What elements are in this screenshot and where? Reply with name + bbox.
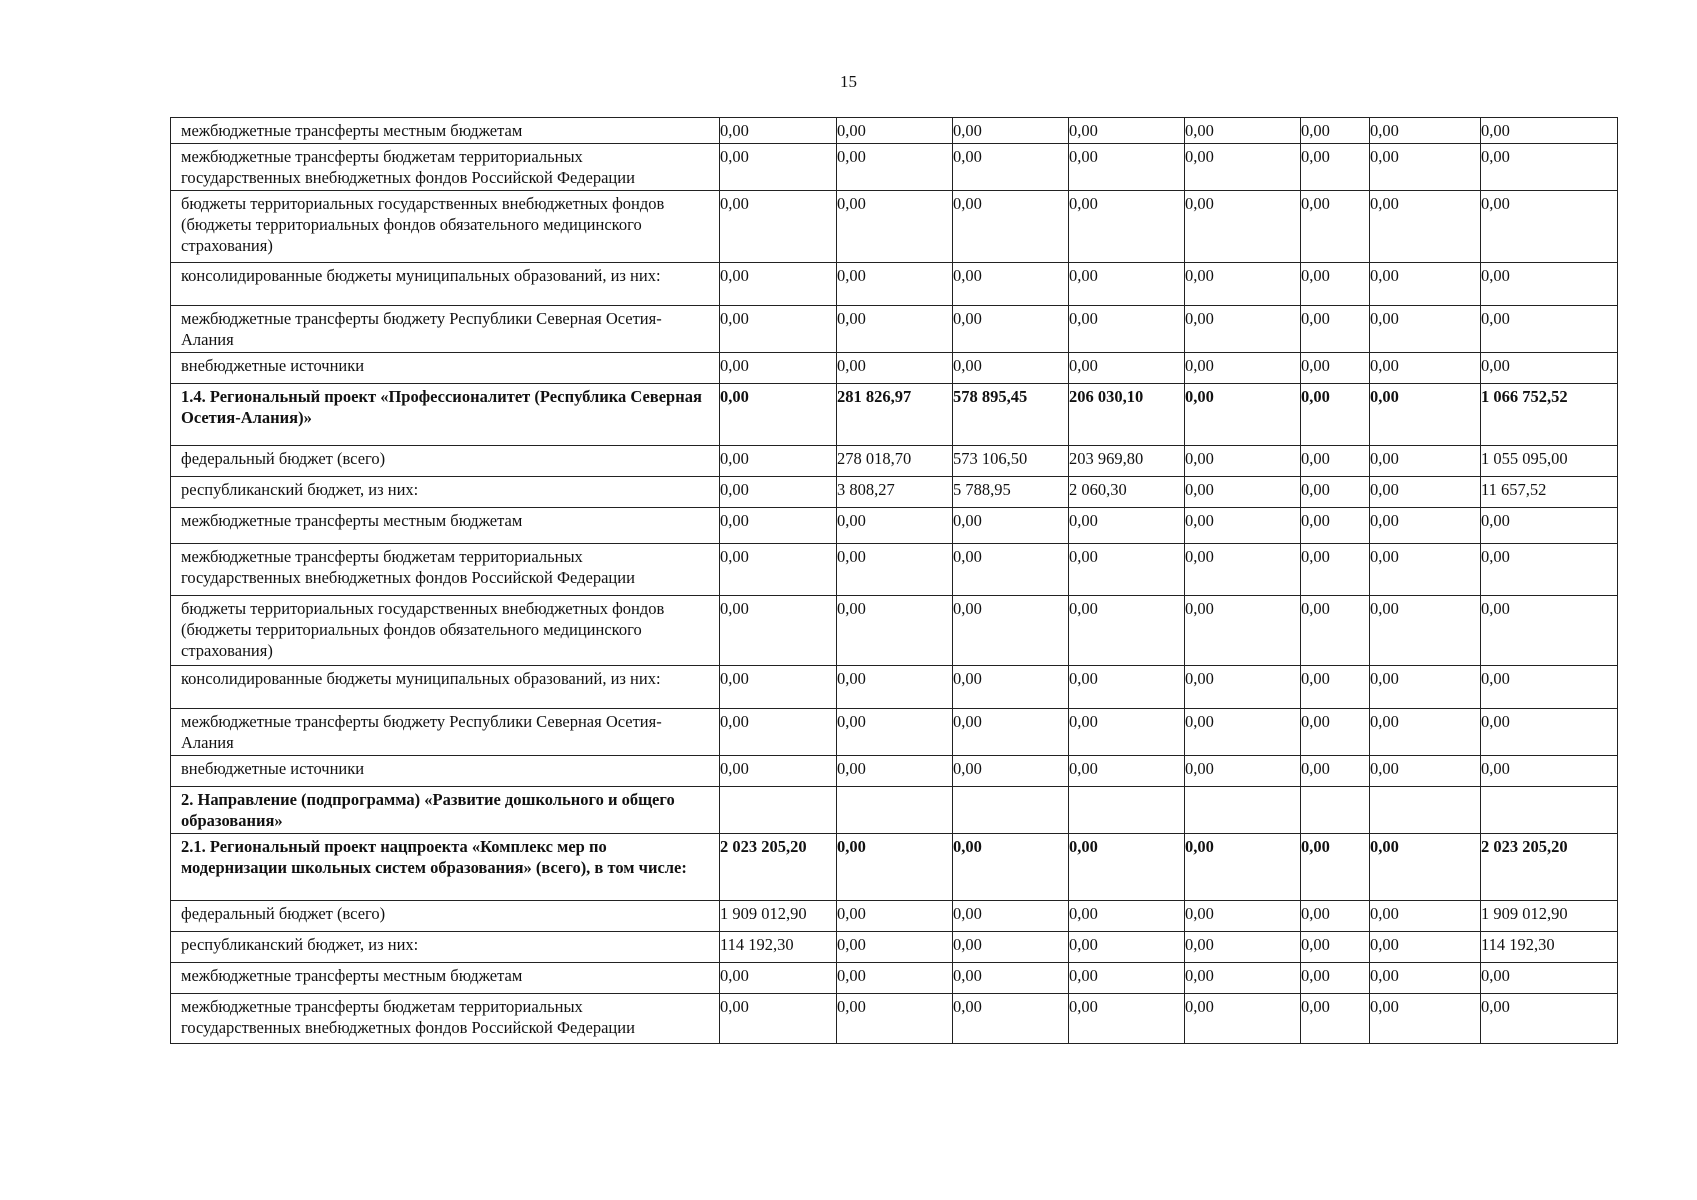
value-cell: 0,00: [1069, 596, 1185, 666]
value-cell: 0,00: [720, 446, 837, 477]
value-cell: 3 808,27: [837, 477, 953, 508]
value-cell: 0,00: [1301, 118, 1370, 144]
value-cell: [1370, 787, 1481, 834]
value-cell: 0,00: [953, 756, 1069, 787]
value-cell: 0,00: [837, 963, 953, 994]
value-cell: 0,00: [720, 666, 837, 709]
value-cell: 0,00: [1185, 191, 1301, 263]
value-cell: [953, 787, 1069, 834]
table-row: [171, 756, 1618, 787]
value-cell: 0,00: [1185, 544, 1301, 596]
row-label: 2. Направление (подпрограмма) «Развитие дошкольного и общего образования»: [171, 787, 720, 834]
table-row: [171, 666, 1618, 709]
value-cell: 0,00: [837, 118, 953, 144]
value-cell: 573 106,50: [953, 446, 1069, 477]
value-cell: 0,00: [953, 144, 1069, 191]
table-row: [171, 901, 1618, 932]
value-cell: 0,00: [953, 118, 1069, 144]
value-cell: 0,00: [1185, 963, 1301, 994]
row-label: бюджеты территориальных государственных внебюджетных фондов (бюджеты территориальных фондов обязательного медицинского страхования): [171, 596, 720, 666]
table-row: [171, 932, 1618, 963]
value-cell: 0,00: [1481, 994, 1618, 1044]
value-cell: 0,00: [1185, 306, 1301, 353]
row-label: межбюджетные трансферты местным бюджетам: [171, 508, 720, 544]
value-cell: 0,00: [1370, 596, 1481, 666]
value-cell: 0,00: [953, 596, 1069, 666]
value-cell: 0,00: [720, 477, 837, 508]
value-cell: 0,00: [1185, 834, 1301, 901]
value-cell: 0,00: [720, 994, 837, 1044]
row-label: бюджеты территориальных государственных внебюджетных фондов (бюджеты территориальных фондов обязательного медицинского страхования): [171, 191, 720, 263]
value-cell: 0,00: [720, 756, 837, 787]
value-cell: 0,00: [720, 596, 837, 666]
value-cell: [1481, 787, 1618, 834]
value-cell: 5 788,95: [953, 477, 1069, 508]
table-row: [171, 994, 1618, 1044]
value-cell: 2 060,30: [1069, 477, 1185, 508]
value-cell: 0,00: [953, 994, 1069, 1044]
value-cell: 0,00: [1301, 596, 1370, 666]
value-cell: 0,00: [1301, 446, 1370, 477]
table-row: [171, 508, 1618, 544]
row-label: 1.4. Региональный проект «Профессионалитет (Республика Северная Осетия-Алания)»: [171, 384, 720, 446]
value-cell: 0,00: [1301, 144, 1370, 191]
value-cell: 0,00: [1185, 596, 1301, 666]
value-cell: [720, 787, 837, 834]
value-cell: 0,00: [953, 508, 1069, 544]
value-cell: 0,00: [953, 901, 1069, 932]
value-cell: 0,00: [1185, 144, 1301, 191]
table-row: [171, 544, 1618, 596]
value-cell: 0,00: [720, 306, 837, 353]
table-row: [171, 118, 1618, 144]
value-cell: 0,00: [837, 508, 953, 544]
value-cell: 0,00: [1185, 384, 1301, 446]
value-cell: 11 657,52: [1481, 477, 1618, 508]
value-cell: 0,00: [837, 901, 953, 932]
value-cell: 0,00: [837, 596, 953, 666]
value-cell: 0,00: [1481, 118, 1618, 144]
value-cell: 1 909 012,90: [1481, 901, 1618, 932]
value-cell: 0,00: [720, 118, 837, 144]
row-label: консолидированные бюджеты муниципальных образований, из них:: [171, 263, 720, 306]
value-cell: 0,00: [1370, 756, 1481, 787]
value-cell: 0,00: [1301, 263, 1370, 306]
value-cell: 0,00: [837, 544, 953, 596]
value-cell: 0,00: [1069, 353, 1185, 384]
value-cell: [1185, 787, 1301, 834]
value-cell: 0,00: [1301, 994, 1370, 1044]
budget-table: [170, 117, 1618, 1044]
value-cell: 0,00: [1301, 666, 1370, 709]
value-cell: 0,00: [1370, 384, 1481, 446]
value-cell: 0,00: [1481, 508, 1618, 544]
value-cell: 2 023 205,20: [1481, 834, 1618, 901]
table-row: [171, 477, 1618, 508]
value-cell: 0,00: [1185, 263, 1301, 306]
value-cell: 114 192,30: [1481, 932, 1618, 963]
value-cell: 0,00: [1301, 544, 1370, 596]
value-cell: 1 066 752,52: [1481, 384, 1618, 446]
value-cell: 0,00: [1301, 508, 1370, 544]
value-cell: 0,00: [1185, 666, 1301, 709]
value-cell: 0,00: [1481, 191, 1618, 263]
table-row: [171, 144, 1618, 191]
row-label: межбюджетные трансферты местным бюджетам: [171, 118, 720, 144]
value-cell: 0,00: [1370, 508, 1481, 544]
row-label: межбюджетные трансферты бюджету Республики Северная Осетия-Алания: [171, 709, 720, 756]
value-cell: 0,00: [1069, 306, 1185, 353]
value-cell: 0,00: [1301, 932, 1370, 963]
value-cell: 0,00: [837, 709, 953, 756]
value-cell: 0,00: [1301, 384, 1370, 446]
value-cell: 1 909 012,90: [720, 901, 837, 932]
row-label: внебюджетные источники: [171, 353, 720, 384]
row-label: республиканский бюджет, из них:: [171, 477, 720, 508]
value-cell: 0,00: [1481, 963, 1618, 994]
value-cell: 0,00: [1370, 901, 1481, 932]
row-label: республиканский бюджет, из них:: [171, 932, 720, 963]
value-cell: 0,00: [1069, 901, 1185, 932]
value-cell: 0,00: [1481, 709, 1618, 756]
value-cell: 0,00: [837, 353, 953, 384]
value-cell: 0,00: [953, 932, 1069, 963]
value-cell: 0,00: [837, 263, 953, 306]
value-cell: 0,00: [953, 263, 1069, 306]
value-cell: 0,00: [1069, 508, 1185, 544]
value-cell: 0,00: [1301, 306, 1370, 353]
row-label: федеральный бюджет (всего): [171, 901, 720, 932]
table-row: [171, 306, 1618, 353]
value-cell: 0,00: [1069, 263, 1185, 306]
value-cell: 0,00: [1370, 963, 1481, 994]
value-cell: 0,00: [1370, 306, 1481, 353]
value-cell: 0,00: [1481, 544, 1618, 596]
value-cell: 0,00: [953, 834, 1069, 901]
value-cell: 0,00: [1370, 932, 1481, 963]
value-cell: 0,00: [1481, 306, 1618, 353]
value-cell: 0,00: [837, 306, 953, 353]
table-row: [171, 787, 1618, 834]
value-cell: 578 895,45: [953, 384, 1069, 446]
value-cell: 0,00: [720, 144, 837, 191]
value-cell: 0,00: [1069, 709, 1185, 756]
row-label: межбюджетные трансферты бюджетам территориальных государственных внебюджетных фондов Российской Федерации: [171, 144, 720, 191]
value-cell: 0,00: [953, 353, 1069, 384]
value-cell: 206 030,10: [1069, 384, 1185, 446]
value-cell: 203 969,80: [1069, 446, 1185, 477]
value-cell: 0,00: [1370, 709, 1481, 756]
value-cell: 0,00: [1370, 994, 1481, 1044]
table-row: [171, 834, 1618, 901]
value-cell: 0,00: [1370, 477, 1481, 508]
value-cell: 0,00: [1370, 263, 1481, 306]
value-cell: 278 018,70: [837, 446, 953, 477]
table-row: [171, 263, 1618, 306]
value-cell: 0,00: [1185, 118, 1301, 144]
value-cell: 0,00: [1301, 477, 1370, 508]
value-cell: 0,00: [1370, 446, 1481, 477]
row-label: межбюджетные трансферты бюджетам территориальных государственных внебюджетных фондов Российской Федерации: [171, 994, 720, 1044]
value-cell: 0,00: [720, 508, 837, 544]
value-cell: 0,00: [837, 932, 953, 963]
value-cell: 0,00: [720, 963, 837, 994]
row-label: консолидированные бюджеты муниципальных образований, из них:: [171, 666, 720, 709]
table-row: [171, 446, 1618, 477]
value-cell: 0,00: [1069, 191, 1185, 263]
value-cell: 0,00: [1370, 118, 1481, 144]
value-cell: 0,00: [1370, 834, 1481, 901]
value-cell: 0,00: [1370, 144, 1481, 191]
value-cell: 0,00: [953, 963, 1069, 994]
value-cell: 0,00: [720, 544, 837, 596]
value-cell: 0,00: [1481, 263, 1618, 306]
page-number: 15: [840, 72, 857, 91]
value-cell: 0,00: [1185, 756, 1301, 787]
row-label: 2.1. Региональный проект нацпроекта «Комплекс мер по модернизации школьных систем образования» (всего), в том числе:: [171, 834, 720, 901]
value-cell: 0,00: [1185, 901, 1301, 932]
table-row: [171, 353, 1618, 384]
row-label: межбюджетные трансферты местным бюджетам: [171, 963, 720, 994]
row-label: внебюджетные источники: [171, 756, 720, 787]
value-cell: 0,00: [720, 709, 837, 756]
value-cell: 0,00: [1185, 709, 1301, 756]
value-cell: 0,00: [953, 306, 1069, 353]
value-cell: 0,00: [1481, 353, 1618, 384]
value-cell: 0,00: [1185, 477, 1301, 508]
value-cell: 0,00: [1370, 544, 1481, 596]
value-cell: 0,00: [1069, 994, 1185, 1044]
value-cell: 0,00: [953, 666, 1069, 709]
value-cell: 0,00: [953, 544, 1069, 596]
value-cell: 0,00: [1069, 834, 1185, 901]
value-cell: 0,00: [837, 756, 953, 787]
value-cell: 1 055 095,00: [1481, 446, 1618, 477]
row-label: межбюджетные трансферты бюджетам территориальных государственных внебюджетных фондов Российской Федерации: [171, 544, 720, 596]
table-row: [171, 191, 1618, 263]
value-cell: 0,00: [837, 144, 953, 191]
value-cell: 0,00: [1481, 596, 1618, 666]
value-cell: 0,00: [1301, 191, 1370, 263]
value-cell: 0,00: [1069, 544, 1185, 596]
table-row: [171, 709, 1618, 756]
table-row: [171, 963, 1618, 994]
value-cell: 0,00: [1185, 446, 1301, 477]
value-cell: 0,00: [1185, 353, 1301, 384]
value-cell: 0,00: [837, 191, 953, 263]
value-cell: 0,00: [1069, 932, 1185, 963]
value-cell: 0,00: [837, 666, 953, 709]
table-row: [171, 384, 1618, 446]
row-label: межбюджетные трансферты бюджету Республики Северная Осетия-Алания: [171, 306, 720, 353]
value-cell: [1069, 787, 1185, 834]
value-cell: 0,00: [837, 834, 953, 901]
value-cell: 0,00: [1481, 144, 1618, 191]
value-cell: [837, 787, 953, 834]
value-cell: 114 192,30: [720, 932, 837, 963]
value-cell: [1301, 787, 1370, 834]
value-cell: 0,00: [720, 263, 837, 306]
value-cell: 0,00: [1301, 756, 1370, 787]
value-cell: 0,00: [1069, 666, 1185, 709]
value-cell: 0,00: [1069, 144, 1185, 191]
table-row: [171, 596, 1618, 666]
value-cell: 0,00: [1069, 118, 1185, 144]
value-cell: 2 023 205,20: [720, 834, 837, 901]
value-cell: 0,00: [1185, 932, 1301, 963]
value-cell: 0,00: [1301, 709, 1370, 756]
value-cell: 0,00: [1481, 756, 1618, 787]
value-cell: 0,00: [1185, 508, 1301, 544]
value-cell: 0,00: [1185, 994, 1301, 1044]
value-cell: 0,00: [1301, 901, 1370, 932]
value-cell: 0,00: [953, 191, 1069, 263]
value-cell: 0,00: [1370, 353, 1481, 384]
value-cell: 0,00: [1301, 353, 1370, 384]
value-cell: 0,00: [720, 384, 837, 446]
value-cell: 0,00: [1069, 963, 1185, 994]
value-cell: 281 826,97: [837, 384, 953, 446]
value-cell: 0,00: [1370, 191, 1481, 263]
value-cell: 0,00: [1301, 834, 1370, 901]
value-cell: 0,00: [1301, 963, 1370, 994]
value-cell: 0,00: [1069, 756, 1185, 787]
value-cell: 0,00: [837, 994, 953, 1044]
value-cell: 0,00: [953, 709, 1069, 756]
row-label: федеральный бюджет (всего): [171, 446, 720, 477]
value-cell: 0,00: [1370, 666, 1481, 709]
value-cell: 0,00: [1481, 666, 1618, 709]
value-cell: 0,00: [720, 353, 837, 384]
value-cell: 0,00: [720, 191, 837, 263]
